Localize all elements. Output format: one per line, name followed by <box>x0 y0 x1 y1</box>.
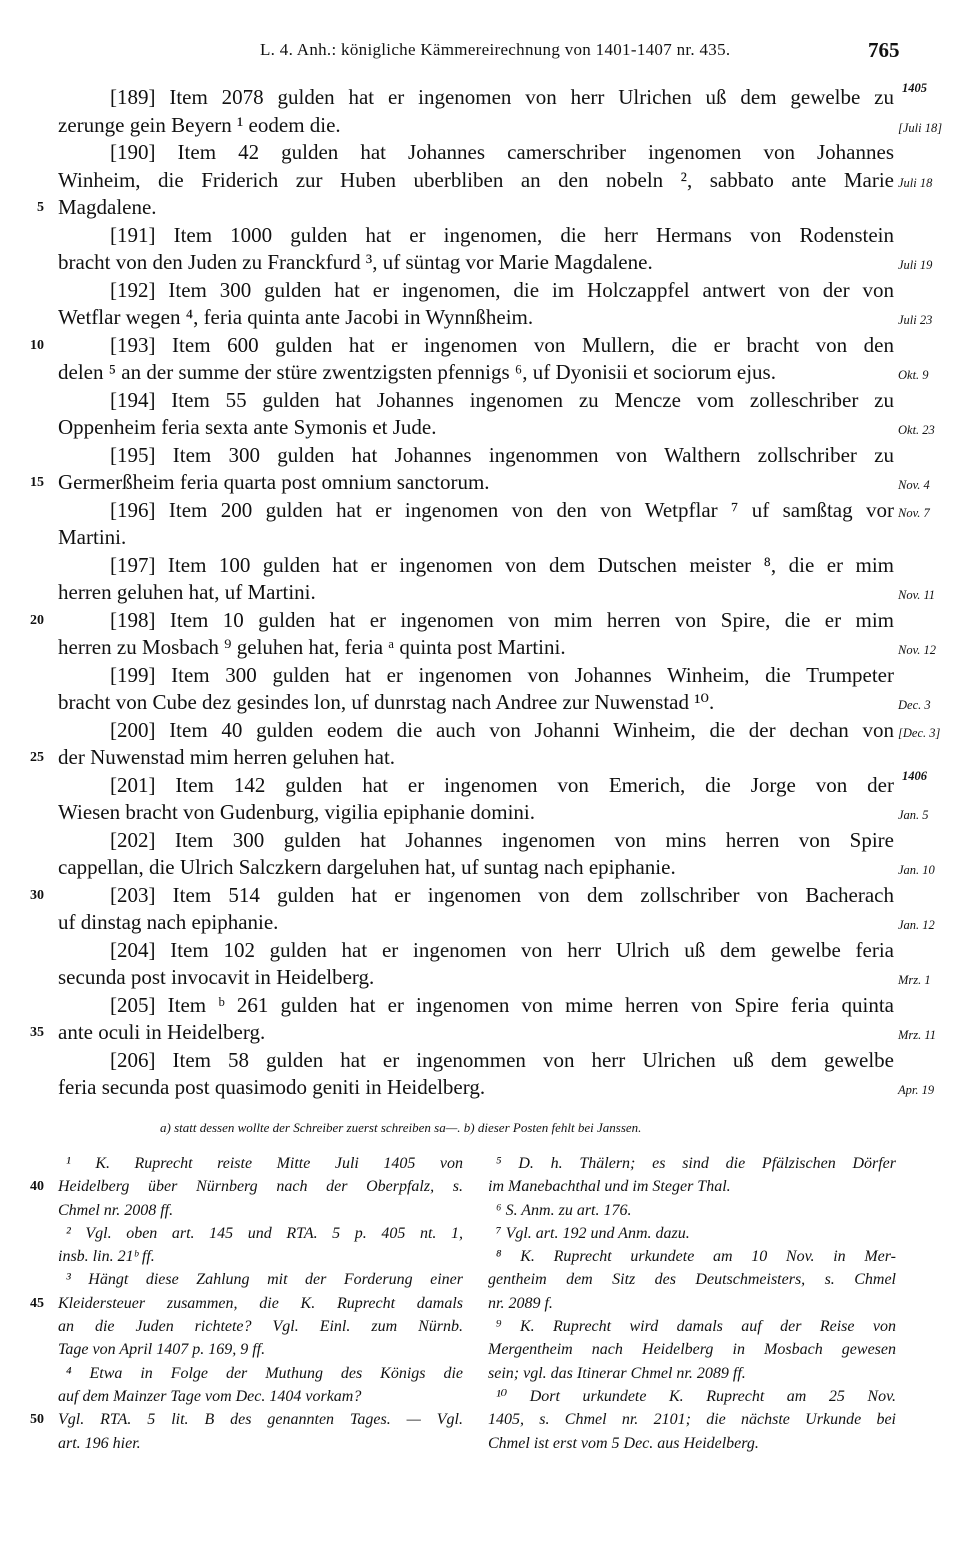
line-text: bracht von Cube dez gesindes lon, uf dunrstag nach Andree zur Nuwenstad ¹⁰. <box>58 690 715 714</box>
text-line <box>0 964 960 992</box>
footnote-text: Vgl. RTA. 5 lit. B des genannten Tages. — Vgl. <box>58 1411 463 1429</box>
margin-date: Jan. 10 <box>898 863 935 877</box>
text-line <box>0 744 960 772</box>
footnote-line <box>488 1199 896 1222</box>
footnote-line <box>488 1408 896 1431</box>
margin-date: Nov. 12 <box>898 643 936 657</box>
text-line <box>0 387 960 415</box>
footnote-text: ⁶ S. Anm. zu art. 176. <box>496 1201 632 1219</box>
line-text: [200] Item 40 gulden eodem die auch von Johanni Winheim, die der dechan von <box>110 717 894 742</box>
line-text: bracht von den Juden zu Franckfurd ³, uf süntag vor Marie Magdalene. <box>58 250 653 274</box>
text-line <box>0 359 960 387</box>
line-text: [190] Item 42 gulden hat Johannes camerschriber ingenomen von Johannes <box>110 140 894 164</box>
line-number: 45 <box>30 1295 44 1311</box>
footnote-line <box>488 1245 896 1268</box>
line-number: 30 <box>30 887 44 903</box>
margin-date: Nov. 11 <box>898 588 936 602</box>
line-text: [204] Item 102 gulden hat er ingenomen von herr Ulrich uß dem gewelbe feria <box>110 937 894 962</box>
text-line <box>0 304 960 332</box>
text-line <box>0 937 960 965</box>
text-line <box>0 497 960 525</box>
line-number: 15 <box>30 475 44 490</box>
footnote-line <box>58 1245 463 1268</box>
text-line <box>0 768 960 800</box>
text-line <box>0 1047 960 1075</box>
text-line <box>0 414 960 442</box>
footnote-text: sein; vgl. das Itinerar Chmel nr. 2089 ff. <box>488 1364 746 1382</box>
text-line <box>0 662 960 690</box>
margin-date: Okt. 9 <box>898 368 929 382</box>
footnote-line <box>30 1292 463 1315</box>
footnote-line <box>58 1199 463 1222</box>
line-text: [192] Item 300 gulden hat er ingenomen, die im Holczappfel antwert von der von <box>110 277 894 302</box>
text-line <box>0 634 960 662</box>
text-line <box>0 909 960 937</box>
footnote-text: ⁵ D. h. Thälern; es sind die Pfälzischen Dörfer <box>496 1155 896 1172</box>
line-text: Oppenheim feria sexta ante Symonis et Jude. <box>58 415 437 439</box>
line-text: [203] Item 514 gulden hat er ingenomen von dem zollschriber von Bacherach <box>110 882 894 907</box>
footnote-text: ⁴ Etwa in Folge der Muthung des Königs die <box>66 1364 463 1382</box>
margin-year: 1406 <box>902 768 927 783</box>
footnote-text: ¹⁰ Dort urkundete K. Ruprecht am 25 Nov. <box>496 1387 896 1405</box>
page-number: 765 <box>868 38 900 62</box>
line-text: delen ⁵ an der summe der stüre zwentzigsten pfennigs ⁶, uf Dyonisii et sociorum ejus. <box>58 360 776 384</box>
text-line <box>0 882 960 910</box>
text-line <box>0 81 960 112</box>
line-text: Magdalene. <box>58 195 157 219</box>
margin-date: Nov. 7 <box>898 505 930 520</box>
line-text: [198] Item 10 gulden hat er ingenomen von mim herren von Spire, die er mim <box>110 607 894 632</box>
line-text: [196] Item 200 gulden hat er ingenomen von den von Wetpflar ⁷ uf samßtag vor <box>110 497 894 522</box>
line-text: [193] Item 600 gulden hat er ingenomen von Mullern, die er bracht von den <box>110 332 894 357</box>
text-line <box>0 1074 960 1102</box>
text-line <box>0 332 960 360</box>
line-text: herren zu Mosbach ⁹ geluhen hat, feria ᵃ quinta post Martini. <box>58 635 566 659</box>
line-text: Wetflar wegen ⁴, feria quinta ante Jacobi in Wynnßheim. <box>58 305 534 329</box>
text-line <box>0 194 960 222</box>
footnote-line <box>58 1338 463 1361</box>
margin-date: Juli 18 <box>898 175 933 190</box>
footnote-line <box>58 1362 463 1385</box>
line-text: [194] Item 55 gulden hat Johannes ingenomen zu Mencze vom zolleschriber zu <box>110 387 894 412</box>
footnote-line <box>488 1175 896 1198</box>
margin-date: Nov. 4 <box>898 478 930 492</box>
footnote-line <box>488 1315 896 1338</box>
footnote-text: gentheim dem Sitz des Deutschmeisters, s. Chmel <box>488 1271 896 1289</box>
line-text: feria secunda post quasimodo geniti in Heidelberg. <box>58 1075 486 1099</box>
text-line <box>0 689 960 717</box>
margin-date: Juli 23 <box>898 313 933 327</box>
line-text: [206] Item 58 gulden hat er ingenommen von herr Ulrichen uß dem gewelbe <box>110 1047 894 1072</box>
footnote-line <box>488 1362 896 1385</box>
line-text: [201] Item 142 gulden hat er ingenomen von Emerich, die Jorge von der <box>110 772 894 797</box>
footnote-line <box>488 1432 896 1455</box>
footnote-line <box>58 1222 463 1245</box>
text-line <box>0 277 960 305</box>
margin-year: 1405 <box>902 81 927 95</box>
text-line <box>0 992 960 1020</box>
text-line <box>0 167 960 195</box>
line-number: 20 <box>30 612 44 628</box>
footnote-line <box>488 1292 896 1315</box>
line-text: [195] Item 300 gulden hat Johannes ingenommen von Walthern zollschriber zu <box>110 442 894 467</box>
line-text: Germerßheim feria quarta post omnium sanctorum. <box>58 470 490 494</box>
margin-date: Dec. 3 <box>898 698 931 712</box>
footnote-text: Kleidersteuer zusammen, die K. Ruprecht damals <box>58 1294 463 1312</box>
footnote-line <box>30 1175 463 1198</box>
footnote-text: 1405, s. Chmel nr. 2101; die nächste Urkunde bei <box>488 1411 896 1429</box>
footnote-line <box>58 1152 463 1175</box>
line-number: 10 <box>30 337 44 353</box>
text-line <box>0 607 960 635</box>
footnote-text: ¹ K. Ruprecht reiste Mitte Juli 1405 von <box>66 1155 463 1172</box>
line-text: ante oculi in Heidelberg. <box>58 1020 266 1044</box>
text-line <box>0 799 960 827</box>
footnote-text: ⁸ K. Ruprecht urkundete am 10 Nov. in Mer- <box>496 1248 896 1266</box>
text-line <box>0 552 960 580</box>
footnote-line <box>488 1268 896 1291</box>
text-line <box>0 249 960 277</box>
footnotes-right-column <box>488 1152 896 1455</box>
footnote-line <box>58 1315 463 1338</box>
footnote-text: ⁷ Vgl. art. 192 und Anm. dazu. <box>496 1224 690 1242</box>
text-line <box>0 442 960 470</box>
footnote-line <box>488 1338 896 1361</box>
text-line <box>0 854 960 882</box>
text-line <box>0 717 960 745</box>
footnote-text: art. 196 hier. <box>58 1434 141 1452</box>
margin-date: Apr. 19 <box>898 1083 935 1097</box>
line-number: 35 <box>30 1025 44 1040</box>
footnote-text: Heidelberg über Nürnberg nach der Oberpfalz, s. <box>58 1178 463 1196</box>
margin-date: Jan. 12 <box>898 918 935 932</box>
line-text: Winheim, die Friderich zur Huben uberbliben an den nobeln ², sabbato ante Marie <box>58 167 894 192</box>
footnote-text: ³ Hängt diese Zahlung mit der Forderung einer <box>66 1271 463 1289</box>
line-number: 5 <box>37 200 44 215</box>
footnote-text: Mergentheim nach Heidelberg in Mosbach gewesen <box>488 1341 896 1359</box>
line-text: [205] Item ᵇ 261 gulden hat er ingenomen von mime herren von Spire feria quinta <box>110 992 894 1017</box>
line-text: [189] Item 2078 gulden hat er ingenomen von herr Ulrichen uß dem gewelbe zu <box>110 85 894 109</box>
footnote-line <box>30 1408 463 1431</box>
text-line <box>0 469 960 497</box>
textual-notes: a) statt dessen wollte der Schreiber zuerst schreiben sa—. b) dieser Posten fehlt bei Janssen. <box>160 1120 642 1135</box>
footnote-line <box>488 1222 896 1245</box>
line-number: 50 <box>30 1412 44 1428</box>
margin-date: Mrz. 11 <box>898 1028 936 1042</box>
footnote-text: insb. lin. 21ᵇ ff. <box>58 1248 155 1266</box>
margin-date: [Dec. 3] <box>898 725 941 740</box>
line-number: 25 <box>30 750 44 765</box>
footnote-text: Chmel nr. 2008 ff. <box>58 1201 174 1219</box>
footnote-text: auf dem Mainzer Tage vom Dec. 1404 vorkam? <box>58 1387 362 1405</box>
text-line <box>0 139 960 167</box>
footnote-text: Tage von April 1407 p. 169, 9 ff. <box>58 1341 266 1359</box>
line-number: 40 <box>30 1179 44 1195</box>
text-line <box>0 112 960 140</box>
footnote-line <box>488 1385 896 1408</box>
running-title: L. 4. Anh.: königliche Kämmereirechnung von 1401-1407 nr. 435. <box>260 40 731 59</box>
line-text: uf dinstag nach epiphanie. <box>58 910 279 934</box>
line-text: secunda post invocavit in Heidelberg. <box>58 965 375 989</box>
text-line <box>0 579 960 607</box>
footnote-text: nr. 2089 f. <box>488 1294 553 1312</box>
footnote-line <box>488 1152 896 1175</box>
line-text: herren geluhen hat, uf Martini. <box>58 580 316 604</box>
margin-date: Okt. 23 <box>898 423 935 437</box>
line-text: [191] Item 1000 gulden hat er ingenomen, die herr Hermans von Rodenstein <box>110 222 894 247</box>
line-text: Martini. <box>58 525 127 549</box>
line-text: der Nuwenstad mim herren geluhen hat. <box>58 745 396 769</box>
margin-date: Mrz. 1 <box>898 973 931 987</box>
line-text: [199] Item 300 gulden hat er ingenomen von Johannes Winheim, die Trumpeter <box>110 662 894 687</box>
line-text: cappellan, die Ulrich Salczkern dargeluhen hat, uf suntag nach epiphanie. <box>58 855 676 879</box>
text-line <box>0 524 960 552</box>
footnote-line <box>58 1432 463 1455</box>
line-text: Wiesen bracht von Gudenburg, vigilia epiphanie domini. <box>58 800 535 824</box>
footnote-text: ² Vgl. oben art. 145 und RTA. 5 p. 405 nt. 1, <box>66 1224 463 1242</box>
line-text: [202] Item 300 gulden hat Johannes ingenomen von mins herren von Spire <box>110 827 894 852</box>
margin-date: Juli 19 <box>898 258 933 272</box>
footnote-line <box>58 1268 463 1291</box>
footnote-text: im Manebachthal und im Steger Thal. <box>488 1178 731 1196</box>
margin-date: [Juli 18] <box>898 120 943 135</box>
footnotes-left-column <box>30 1152 463 1455</box>
footnote-text: an die Juden richtete? Vgl. Einl. zum Nürnb. <box>58 1318 463 1336</box>
text-line <box>0 827 960 855</box>
line-text: [197] Item 100 gulden hat er ingenomen von dem Dutschen meister ⁸, die er mim <box>110 552 894 577</box>
footnote-line <box>58 1385 463 1408</box>
line-text: zerunge gein Beyern ¹ eodem die. <box>58 112 341 137</box>
footnote-text: Chmel ist erst vom 5 Dec. aus Heidelberg. <box>488 1434 759 1452</box>
footnote-text: ⁹ K. Ruprecht wird damals auf der Reise von <box>496 1318 896 1336</box>
text-line <box>0 1019 960 1047</box>
text-line <box>0 222 960 250</box>
main-text <box>0 81 960 1102</box>
margin-date: Jan. 5 <box>898 808 929 822</box>
